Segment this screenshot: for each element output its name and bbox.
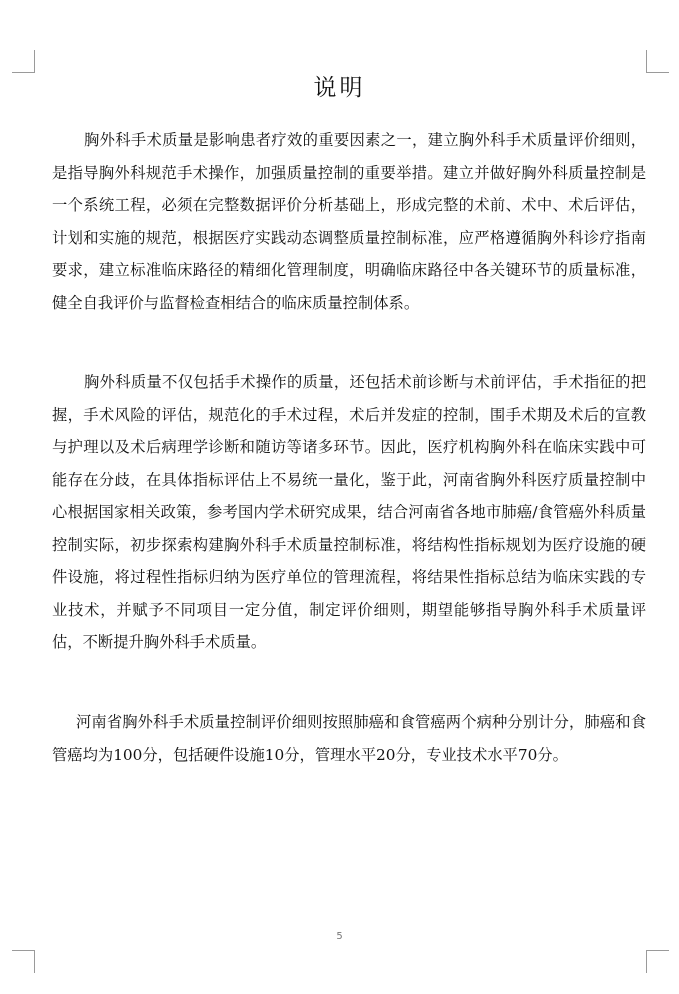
paragraph-1: 胸外科手术质量是影响患者疗效的重要因素之一，建立胸外科手术质量评价细则，是指导胸外科规范手术操作，加强质量控制的重要举措。建立并做好胸外科质量控制是一个系统工程，必须在完整数据评价分析基础上，形成完整的术前、术中、术后评估，计划和实施的规范，根据医疗实践动态调整质量控制标准，应严格遵循胸外科诊疗指南要求，建立标准临床路径的精细化管理制度，明确临床路径中各关键环节的质量标准，健全自我评价与监督检查相结合的临床质量控制体系。 [52,131,646,312]
crop-mark-bottom-left [12,950,35,973]
paragraph-2: 胸外科质量不仅包括手术操作的质量，还包括术前诊断与术前评估，手术指征的把握，手术风险的评估，规范化的手术过程，术后并发症的控制，围手术期及术后的宣教与护理以及术后病理学诊断和随访等诸多环节。因此，医疗机构胸外科在临床实践中可能存在分歧，在具体指标评估上不易统一量化，鉴于此，河南省胸外科医疗质量控制中心根据国家相关政策，参考国内学术研究成果，结合河南省各地市肺癌/食管癌外科质量控制实际，初步探索构建胸外科手术质量控制标准，将结构性指标规划为医疗设施的硬件设施，将过程性指标归纳为医疗单位的管理流程，将结果性指标总结为临床实践的专业技术，并赋予不同项目一定分值，制定评价细则，期望能够指导胸外科手术质量评估，不断提升胸外科手术质量。 [52,373,646,651]
page-number: 5 [336,931,343,942]
page-title: 说明 [313,75,366,101]
crop-mark-bottom-right [646,950,669,973]
paragraph-3: 河南省胸外科手术质量控制评价细则按照肺癌和食管癌两个病种分别计分，肺癌和食管癌均为100分，包括硬件设施10分，管理水平20分，专业技术水平70分。 [52,713,646,764]
